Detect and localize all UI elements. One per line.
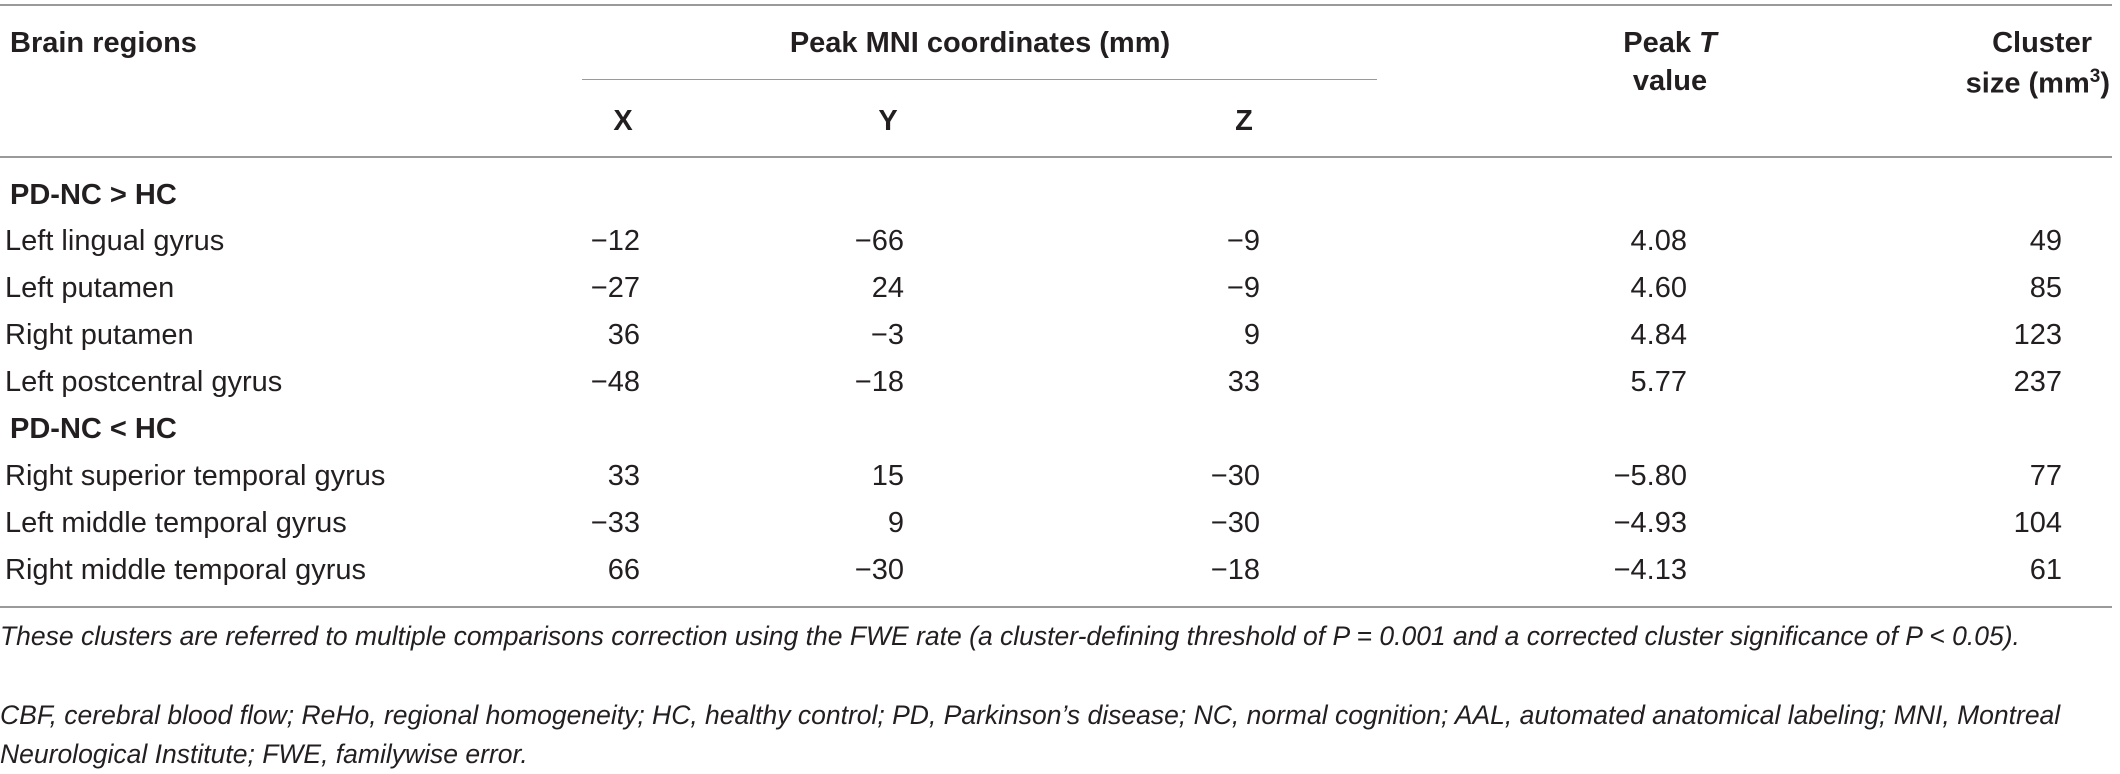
row-size: 49 xyxy=(2029,225,2062,257)
row-region: Right superior temporal gyrus xyxy=(5,460,386,492)
header-cluster-size: size (mm xyxy=(1965,67,2090,100)
row-t: −4.13 xyxy=(1613,554,1687,586)
row-size: 123 xyxy=(2013,319,2062,351)
row-t: −4.93 xyxy=(1613,507,1687,539)
header-z: Z xyxy=(1235,105,1253,137)
header-cluster-line1: Cluster xyxy=(1992,27,2092,59)
row-region: Right putamen xyxy=(5,319,194,351)
header-bottom-rule xyxy=(0,156,2112,158)
group-label-pd-nc-greater: PD-NC > HC xyxy=(10,179,177,211)
header-brain-regions: Brain regions xyxy=(10,27,197,59)
header-cluster-line2 xyxy=(1966,67,2110,99)
row-z: −9 xyxy=(1226,225,1260,257)
table-bottom-rule xyxy=(0,606,2112,608)
row-t: 4.60 xyxy=(1630,272,1687,304)
header-peak-t-prefix: Peak xyxy=(1623,27,1700,59)
header-peak-t-symbol: T xyxy=(1699,27,1717,59)
header-peak-t-line1 xyxy=(1623,29,1717,58)
header-x: X xyxy=(613,105,633,137)
row-region: Left lingual gyrus xyxy=(5,225,225,257)
row-size: 85 xyxy=(2029,272,2062,304)
footnote-abbreviations: CBF, cerebral blood flow; ReHo, regional homogeneity; HC, healthy control; PD, Parkinson’s disease; NC, normal cognition; AAL, automated anatomical labeling; MNI, Montreal Neurological Institute; FWE, familywise error. xyxy=(0,700,2061,769)
row-region: Right middle temporal gyrus xyxy=(5,554,367,586)
row-x: −27 xyxy=(590,272,640,304)
header-peak-t-line2: value xyxy=(1632,65,1708,97)
row-region: Left postcentral gyrus xyxy=(5,366,283,398)
row-y: −66 xyxy=(854,225,904,257)
row-y: 24 xyxy=(871,272,904,304)
row-size: 104 xyxy=(2013,507,2062,539)
row-size: 237 xyxy=(2013,366,2062,398)
row-z: 33 xyxy=(1227,366,1260,398)
row-t: −5.80 xyxy=(1613,460,1687,492)
row-x: 33 xyxy=(607,460,640,492)
row-x: 66 xyxy=(607,554,640,586)
row-z: −30 xyxy=(1210,460,1260,492)
header-y: Y xyxy=(878,105,898,137)
header-cluster-sup: 3 xyxy=(2089,66,2101,87)
row-region: Left middle temporal gyrus xyxy=(5,507,347,539)
group-label-pd-nc-less: PD-NC < HC xyxy=(10,413,177,445)
row-t: 4.08 xyxy=(1630,225,1687,257)
row-x: −48 xyxy=(590,366,640,398)
row-y: −3 xyxy=(870,319,904,351)
row-region: Left putamen xyxy=(5,272,175,304)
row-y: −18 xyxy=(854,366,904,398)
row-y: 9 xyxy=(887,507,904,539)
row-t: 4.84 xyxy=(1630,319,1687,351)
row-y: 15 xyxy=(871,460,904,492)
footnote-correction: These clusters are referred to multiple comparisons correction using the FWE rate (a cluster-defining threshold of P = 0.001 and a corrected cluster significance of P < 0.05). xyxy=(0,621,2020,651)
header-peak-mni: Peak MNI coordinates (mm) xyxy=(789,27,1171,59)
table-top-rule xyxy=(0,4,2112,6)
row-size: 77 xyxy=(2029,460,2062,492)
row-z: −30 xyxy=(1210,507,1260,539)
row-y: −30 xyxy=(854,554,904,586)
header-cluster-close: ) xyxy=(2100,67,2110,100)
row-z: 9 xyxy=(1243,319,1260,351)
row-t: 5.77 xyxy=(1630,366,1687,398)
mni-header-underline xyxy=(582,79,1377,80)
row-z: −9 xyxy=(1226,272,1260,304)
row-x: 36 xyxy=(607,319,640,351)
row-x: −12 xyxy=(590,225,640,257)
row-z: −18 xyxy=(1210,554,1260,586)
row-x: −33 xyxy=(590,507,640,539)
row-size: 61 xyxy=(2029,554,2062,586)
